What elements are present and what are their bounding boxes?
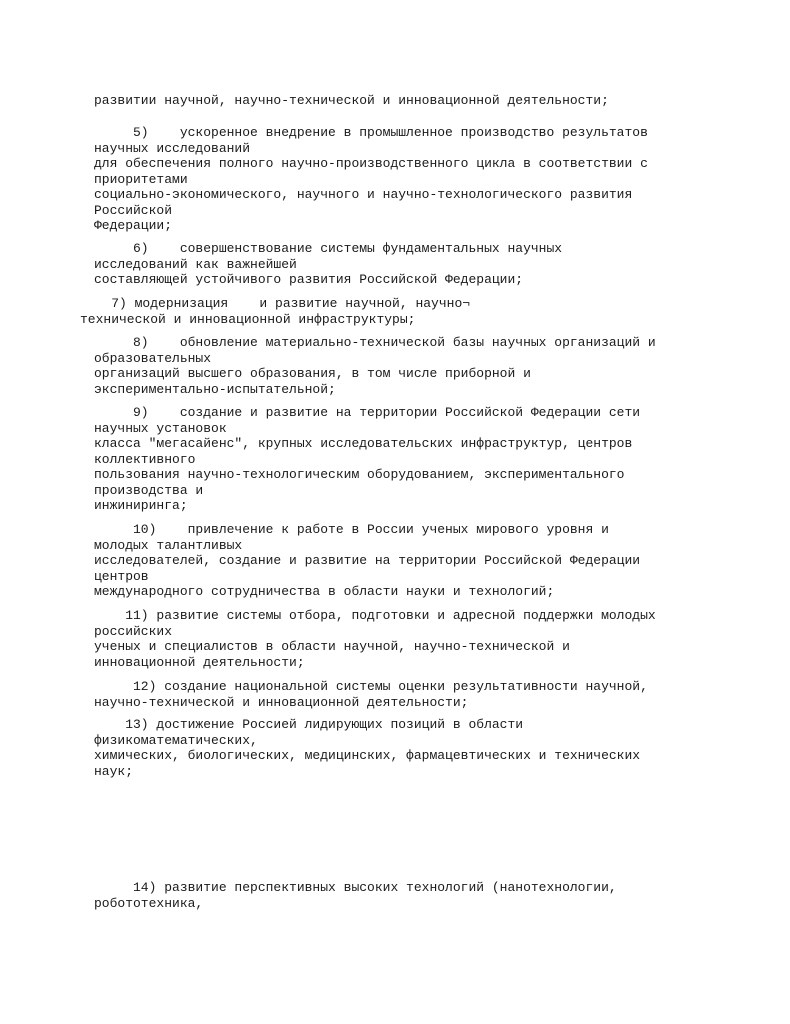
- paragraph-item-12: [94, 679, 694, 710]
- paragraph-item-9: [94, 405, 694, 514]
- text-line: 7) модернизация и развитие научной, научно¬: [80, 296, 471, 311]
- text-line: коллективного: [94, 451, 196, 467]
- text-line: 11) развитие системы отбора, подготовки и адресной поддержки молодых: [94, 608, 656, 623]
- text-line: составляющей устойчивого развития Российской Федерации;: [94, 272, 524, 287]
- text-line: организаций высшего образования, в том числе приборной и: [94, 366, 531, 381]
- paragraph-item-8: [94, 335, 694, 397]
- text-line: исследователей, создание и развитие на территории Российской Федерации: [94, 553, 641, 568]
- text-line: Федерации;: [94, 218, 173, 233]
- text-line: центров: [94, 568, 149, 584]
- paragraph-item-14: [94, 880, 694, 911]
- text-line: Российской: [94, 202, 173, 218]
- text-line: 8) обновление материально-технической базы научных организаций и: [94, 335, 656, 350]
- text-line: наук;: [94, 763, 134, 779]
- text-line: пользования научно-технологическим оборудованием, экспериментального: [94, 467, 625, 482]
- text-line: химических, биологических, медицинских, фармацевтических и технических: [94, 748, 641, 763]
- text-line: международного сотрудничества в области науки и технологий;: [94, 584, 555, 599]
- text-line: для обеспечения полного научно-производственного цикла в соответствии с: [94, 156, 648, 171]
- text-line: развитии научной, научно-технической и инновационной деятельности;: [94, 93, 609, 108]
- text-line: 14) развитие перспективных высоких технологий (нанотехнологии,: [94, 880, 617, 895]
- text-line: 10) привлечение к работе в России ученых мирового уровня и: [94, 522, 609, 537]
- text-line: научных установок: [94, 420, 227, 436]
- text-line: инновационной деятельности;: [94, 654, 305, 670]
- paragraph-item-5: [94, 125, 694, 234]
- paragraph-item-11: [94, 608, 694, 670]
- text-line: 13) достижение Россией лидирующих позиций в области: [94, 717, 524, 732]
- text-line: 6) совершенствование системы фундаментальных научных: [94, 241, 563, 256]
- text-line: 5) ускоренное внедрение в промышленное производство результатов: [94, 125, 648, 140]
- text-line: робототехника,: [94, 895, 204, 911]
- paragraph-item-10: [94, 522, 694, 600]
- text-line: 12) создание национальной системы оценки результативности научной,: [94, 679, 648, 694]
- paragraph-item-6: [94, 241, 694, 288]
- paragraph-item-7: [80, 296, 680, 327]
- text-line: технической и инновационной инфраструктуры;: [80, 311, 416, 327]
- text-line: производства и: [94, 482, 204, 498]
- text-line: инжиниринга;: [94, 498, 188, 513]
- text-line: научно-технической и инновационной деятельности;: [94, 694, 469, 710]
- text-line: экспериментально-испытательной;: [94, 381, 336, 397]
- text-line: 9) создание и развитие на территории Российской Федерации сети: [94, 405, 641, 420]
- text-line: молодых талантливых: [94, 537, 243, 553]
- text-line: научных исследований: [94, 140, 251, 156]
- text-line: социально-экономического, научного и научно-технологического развития: [94, 187, 633, 202]
- text-line: российских: [94, 623, 173, 639]
- text-line: ученых и специалистов в области научной, научно-технической и: [94, 639, 570, 654]
- text-line: исследований как важнейшей: [94, 256, 297, 272]
- text-line: приоритетами: [94, 171, 188, 187]
- text-line: образовательных: [94, 350, 212, 366]
- text-line: физикоматематических,: [94, 732, 258, 748]
- text-line: класса "мегасайенс", крупных исследовательских инфраструктур, центров: [94, 436, 633, 451]
- paragraph-intro-tail: [94, 93, 694, 109]
- paragraph-item-13: [94, 717, 694, 779]
